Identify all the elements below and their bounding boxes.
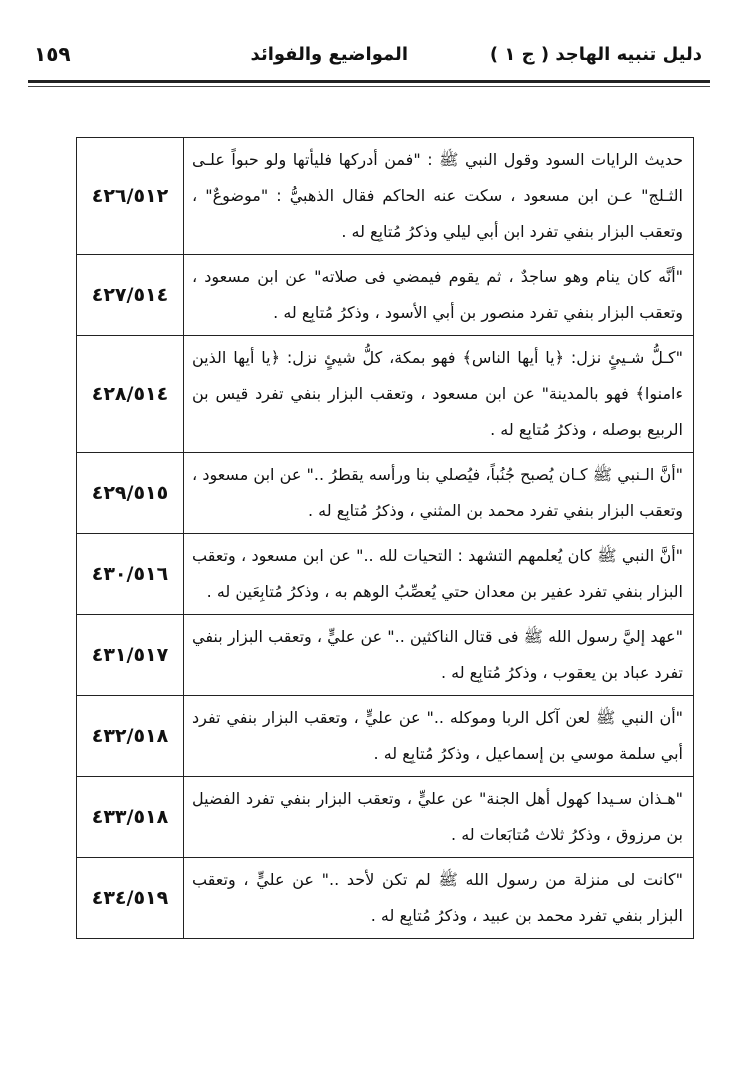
table-row <box>77 696 694 777</box>
entry-reference: ٤٣٠/٥١٦ <box>77 534 184 615</box>
table-row <box>77 534 694 615</box>
entry-text: "أن النبي ﷺ لعن آكل الربا وموكله .." عن عليٍّ ، وتعقب البزار بنفي تفرد أبي سلمة موسي بن إسماعيل ، وذكرُ مُتابِع له . <box>184 696 694 777</box>
header-rule-thin <box>28 86 710 87</box>
entry-text: "عهد إليَّ رسول الله ﷺ فى قتال الناكثين .." عن عليٍّ ، وتعقب البزار بنفي تفرد عباد بن يعقوب ، وذكرُ مُتابِع له . <box>184 615 694 696</box>
header-rule-thick <box>28 80 710 83</box>
entry-text: "هـذان سـيدا كهول أهل الجنة" عن عليٍّ ، وتعقب البزار بنفي تفرد الفضيل بن مرزوق ، وذكرُ ثلاث مُتابَعات له . <box>184 777 694 858</box>
table-row <box>77 336 694 453</box>
entry-text: "كـلُّ شـيئٍ نزل: ﴿يا أيها الناس﴾ فهو بمكة، كلُّ شيئٍ نزل: ﴿يا أيها الذين ءامنوا﴾ فهو بالمدينة" عن ابن مسعود ، وتعقب البزار بنفي تفرد قيس بن الربيع بوصله ، وذكرُ مُتابِع له . <box>184 336 694 453</box>
entry-reference: ٤٣١/٥١٧ <box>77 615 184 696</box>
page-number: ١٥٩ <box>34 42 71 66</box>
entry-text: "أنَّه كان ينام وهو ساجدٌ ، ثم يقوم فيمضي فى صلاته" عن ابن مسعود ، وتعقب البزار بنفي تفرد منصور بن أبي الأسود ، وذكرُ مُتابِع له . <box>184 255 694 336</box>
entry-text: "أنَّ الـنبي ﷺ كـان يُصبح جُنُباً، فيُصلي بنا ورأسه يقطرُ .." عن ابن مسعود ، وتعقب البزار بنفي تفرد محمد بن المثني ، وذكرُ مُتابِع له . <box>184 453 694 534</box>
entry-reference: ٤٢٧/٥١٤ <box>77 255 184 336</box>
entry-reference: ٤٢٦/٥١٢ <box>77 138 184 255</box>
entries-table <box>76 137 694 939</box>
entries-table-wrapper <box>76 137 690 939</box>
table-row <box>77 255 694 336</box>
running-head-section-title: المواضيع والفوائد <box>250 44 408 65</box>
table-row <box>77 453 694 534</box>
entry-reference: ٤٢٨/٥١٤ <box>77 336 184 453</box>
running-head-book-title: دليل تنبيه الهاجد ( ج ١ ) <box>489 44 702 65</box>
table-row <box>77 138 694 255</box>
entry-reference: ٤٣٤/٥١٩ <box>77 858 184 939</box>
entry-reference: ٤٣٣/٥١٨ <box>77 777 184 858</box>
entry-reference: ٤٢٩/٥١٥ <box>77 453 184 534</box>
entry-text: حديث الرايات السود وقول النبي ﷺ : "فمن أدركها فليأتها ولو حبواً علـى الثـلج" عـن ابن مسعود ، سكت عنه الحاكم فقال الذهبيُّ : "موضوعٌ" ، وتعقب البزار بنفي تفرد ابن أبي ليلي وذكرُ مُتابِع له . <box>184 138 694 255</box>
table-row <box>77 858 694 939</box>
page-header <box>28 38 708 76</box>
table-row <box>77 777 694 858</box>
entry-reference: ٤٣٢/٥١٨ <box>77 696 184 777</box>
entry-text: "كانت لى منزلة من رسول الله ﷺ لم تكن لأحد .." عن عليٍّ ، وتعقب البزار بنفي تفرد محمد بن عبيد ، وذكرُ مُتابِع له . <box>184 858 694 939</box>
table-row <box>77 615 694 696</box>
entry-text: "أنَّ النبي ﷺ كان يُعلمهم التشهد : التحيات لله .." عن ابن مسعود ، وتعقب البزار بنفي تفرد عفير بن معدان حتي يُعصِّبُ الوهم به ، وذكرُ مُتابِعَين له . <box>184 534 694 615</box>
